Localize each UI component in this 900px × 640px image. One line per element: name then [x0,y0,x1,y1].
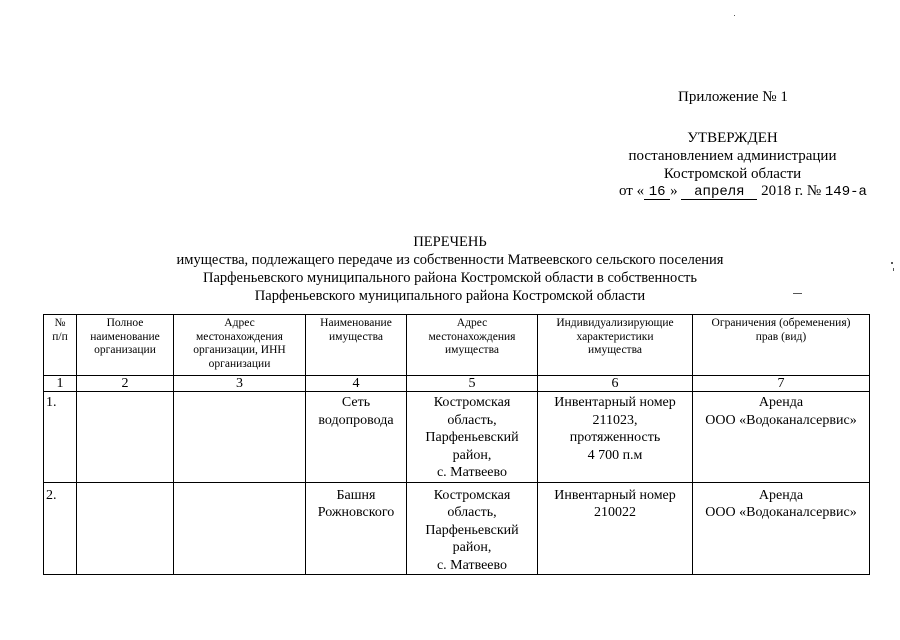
cell-line: с. Матвеево [436,557,508,573]
header-line: имущества [329,330,383,343]
header-cell-restrictions [693,315,870,376]
cell-line: Башня [336,487,376,503]
region-line: Костромской области [663,166,802,182]
restrictions-cell [693,392,870,483]
cell-line: Аренда [758,395,804,410]
cell-line: ООО «Водоканалсервис» [705,505,857,520]
title-line-1: имущества, подлежащего передаче из собственности Матвеевского сельского поселения [176,252,724,268]
date-day: 16 [644,185,670,200]
header-line: организации [94,344,156,356]
header-line: имущества [445,344,499,356]
header-line: имущества [588,344,642,356]
header-line: Адрес [224,317,255,329]
title-line-2: Парфеньевского муниципального района Костромской области в собственность [202,270,698,286]
header-line: Ограничения (обременения) [711,317,851,329]
header-line: № [54,317,66,329]
cell-line: Парфеньевский [425,522,519,538]
date-month: апреля [681,185,757,200]
cell-line: 211023, [592,412,638,428]
table-row [44,482,870,575]
column-number: 1 [44,376,77,392]
cell-line: район, [452,447,492,463]
column-number: 5 [407,376,538,392]
header-cell-property-name [306,315,407,376]
property-address-cell [407,482,538,575]
property-name-cell [306,482,407,575]
cell-line: район, [452,540,492,555]
restrictions-cell [693,482,870,575]
cell-line: Костромская [433,487,511,503]
table-row [44,392,870,483]
org-name-cell [77,392,174,483]
cell-line: Инвентарный номер [554,395,676,410]
scan-speck [734,15,735,16]
header-line: наименование [90,330,160,343]
property-address-cell [407,392,538,483]
scan-speck [893,268,894,271]
approved-by-line: постановлением администрации [628,148,837,164]
column-number-row [44,376,870,392]
header-line: местонахождения [428,330,516,343]
org-address-cell [174,482,306,575]
property-table [43,314,870,575]
cell-line: область, [447,505,497,520]
decree-number: 149-а [824,184,867,200]
header-cell-number [44,315,77,376]
column-number: 6 [538,376,693,392]
cell-line: с. Матвеево [436,465,508,480]
decree-date-line [619,183,867,200]
header-line: Полное [106,317,144,329]
cell-line: 4 700 п.м [587,447,643,463]
column-number: 2 [77,376,174,392]
date-day-close: » [670,183,678,199]
document-title: ПЕРЕЧЕНЬ [413,234,487,250]
header-line: местонахождения [196,330,283,343]
header-line: прав (вид) [755,330,807,343]
header-cell-characteristics [538,315,693,376]
cell-line: Инвентарный номер [554,487,676,503]
cell-line: Парфеньевский [425,430,519,445]
cell-line: водопровода [318,412,394,428]
row-number: 2. [44,482,77,575]
header-line: Адрес [456,317,488,329]
cell-line: 210022 [594,505,636,520]
scan-speck [891,262,893,264]
header-line: характеристики [576,330,654,343]
header-line: организации [208,357,271,370]
cell-line: Костромская [433,395,511,410]
cell-line: протяженность [569,430,661,445]
scan-speck [793,293,802,294]
title-line-3: Парфеньевского муниципального района Костромской области [254,288,646,304]
table-header-row [44,315,870,376]
cell-line: Сеть [341,395,371,410]
header-cell-org-address [174,315,306,376]
approved-heading: УТВЕРЖДЕН [687,130,778,146]
date-prefix: от « [619,183,645,199]
header-cell-org-name [77,315,174,376]
cell-line: Рожновского [317,505,395,520]
cell-line: область, [447,412,497,428]
header-line: Индивидуализирующие [556,317,674,329]
date-year: 2018 г. № [761,183,822,199]
row-number: 1. [44,392,77,483]
characteristics-cell [538,482,693,575]
header-line: п/п [52,330,68,343]
org-name-cell [77,482,174,575]
header-line: Наименование [320,317,392,329]
header-line: организации, ИНН [193,344,286,356]
column-number: 7 [693,376,870,392]
cell-line: ООО «Водоканалсервис» [705,412,857,428]
characteristics-cell [538,392,693,483]
header-cell-property-address [407,315,538,376]
column-number: 4 [306,376,407,392]
column-number: 3 [174,376,306,392]
appendix-label: Приложение № 1 [678,89,788,105]
property-name-cell [306,392,407,483]
org-address-cell [174,392,306,483]
cell-line: Аренда [758,487,804,503]
